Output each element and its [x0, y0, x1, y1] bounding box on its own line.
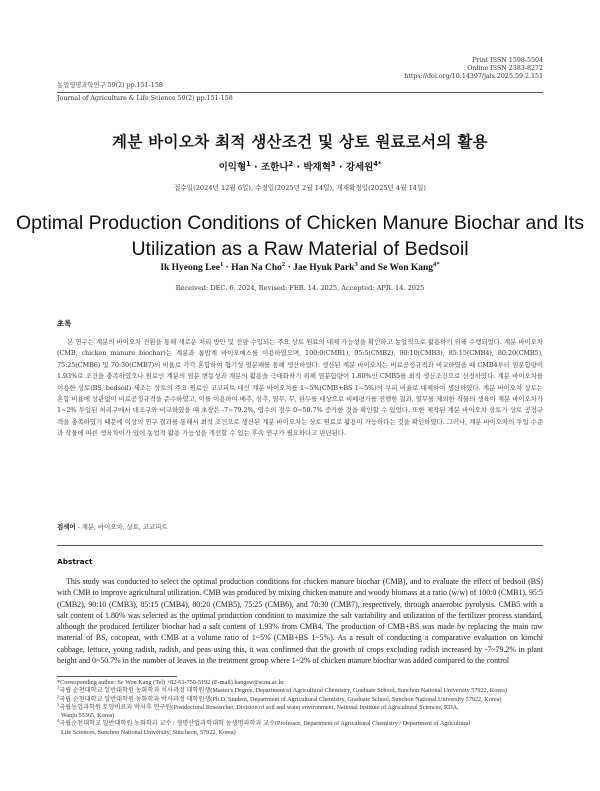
- footnote-4: $^4$국립순천대학교 일반대학원 농화학과 교수 / 생명산업과학대학 농생명과학과 교수(Professor, Department of Agricultural Chemistry / Department of Agricultural: [57, 718, 471, 728]
- keywords-label: 검색어: [57, 523, 76, 531]
- author-en-1: Ik Hyeong Lee: [160, 263, 220, 273]
- author-en-3: Jae Hyuk Park: [293, 263, 355, 273]
- author-ko-3: 박재혁: [303, 162, 331, 173]
- dates-ko: 접수일(2024년 12월 6일), 수정일(2025년 2월 14일), 게재확정일(2025년 4월 14일): [174, 184, 426, 192]
- abstract-ko: 본 연구는 계분의 바이오차 전환을 통해 새로운 처리 방안 및 전량 수입되는 주요 상토 원료의 대체 가능성을 확인하고 농업적으로 활용하기 위해 수행되었다. 계분 바이오차(CMB, chicken manure biochar)는 계분과 톱밥계 바이오매스를 이용하였으며, 100:0(CMB1), 95:5(CMB2), 90:10(CMB3), 85:15(CMB4), 80:20(CMB5), 75:25(CMB6) 및 70:30(CMB7)의 비율로 각각 혼합하여 혐기성 열분해를 통해 생산하였다. 생산된 계분 바이오차는 비료공정규격과 비교하였을 때 CMB4부터 염분함량이 1.93%로 조건을 충족하였으나 원료인 계분의 염분 변동성과 계분의 활용을 극대화하기 위해 염분함량이 1.80%인 CMB5를 최적 생산조건으로 선정하였다. 계분 바이오차를 이용한 상토(BS, bedsoil) 제조는 상토의 주요 원료인 코코피트 대신 계분 바이오차를 1~5%(CMB+BS 1~5%)의 부피 비율로 대체하여 생산하였다. 계분 바이오차 상토는 혼합 비율에 상관없이 비료공정규격을 준수하였고, 이를 이용하여 배추, 상추, 열무, 무, 완두를 대상으로 비배평가를 진행한 결과, 열무를 제외한 작물의 생육이 계분 바이오차가 1~2% 투입된 처리구에서 대조구와 비교하였을 때 초장은 -7~79.2%, 엽수의 경우 0~50.7% 증가한 것을 확인할 수 있었다. 또한 제작된 계분 바이오차 상토가 상토 공정규격을 충족하였기 때문에 이상의 연구 결과를 통해서 최적 조건으로 생산된 계분 바이오차는 상토 원료로 활용이 가능하다는 것을 확인하였다. 그러나, 계분 바이오차의 투입 수준과 작물에 따른 생육차이가 있어 농업적 활용 가능성을 개선할 수 있는 후속 연구가 필요하다고 판단된다.: [57, 338, 543, 438]
- keywords-list: - 계분, 바이오차, 상토, 코코피트: [77, 523, 168, 531]
- authors-ko: 이익형$^1$ · 조한나$^2$ · 박재혁$^3$ · 강세원$^{4*}$: [218, 159, 382, 173]
- footnote-1: $^1$국립 순천대학교 일반대학원 농화학과 석사과정 대학원생(Master's Degree, Department of Agricultural Chemistry, Graduate School, Sunchon National University 57922, Korea): [57, 685, 507, 695]
- abstract-en: This study was conducted to select the optimal production conditions for chicken manure biochar (CMB), and to evaluate the effect of bedsoil (BS) with CMB to improve agricultural utilization. CMB was produced by mixing chicken manure and woody biomass at a ratio (w/w) of 100:0 (CMB1), 95:5 (CMB2), 90:10 (CMB3), 85:15 (CMB4), 80:20 (CMB5), 75:25 (CMB6), and 70:30 (CMB7), respectively, through anaerobic pyrolysis. CMB5 with a salt content of 1.80% was selected as the optimal production condition to maximize the salt variability and utilization of the fertilizer process standard, although the produced fertilizer biochar had a salt content of 1.93% from CMB4. The production of CMB+BS was made by replacing the main raw material of BS, cocopeat, with CMB at a volume ratio of 1~5% (CMB+BS 1~5%). As a result of conducting a comparative evaluation on kimchi cabbage, lettuce, young radish, radish, and peas using this, it was confirmed that the growth of crops excluding radish increased by -7~79.2% in plant height and 0~50.7% in the number of leaves in the treatment group where 1~2% of chicken manure biochar was added compared to the control: [57, 577, 543, 666]
- footnote-2: $^2$국립 순천대학교 일반대학원 농화학과 박사과정 대학원생(Ph.D. Student, Department of Agricultural Chemistry, Graduate School, Sunchon National University 57922, Korea): [57, 693, 502, 703]
- abstract-ko-heading: 초록: [57, 319, 72, 328]
- journal-en: Journal of Agriculture & Life Science 59(2) pp.151-158: [57, 95, 233, 102]
- journal-ko: 농업생명과학연구 59(2) pp.151-158: [57, 82, 163, 89]
- footnote-corresponding: *Corresponding author: Se Won Kang (Tel) +82-61-750-5192 (E-mail) kangsw@scnu.ac.kr: [57, 679, 285, 686]
- footnote-3: $^3$국립농업과학원 토양비료과 박사후 연구원(Postdoctoral Researcher, Division of soil and water environment, National Institute of Agricultural Sciences, RDA,: [57, 701, 459, 711]
- author-en-4: Se Won Kang: [377, 263, 434, 273]
- title-en: Optimal Production Conditions of Chicken Manure Biochar and Its Utilization as a Raw Material of Bedsoil: [16, 212, 584, 260]
- doi-link[interactable]: https://doi.org/10.14397/jals.2025.59.2.151: [404, 73, 543, 81]
- author-ko-1: 이익형: [218, 162, 247, 173]
- print-issn: Print ISSN 1598-5504: [472, 57, 543, 64]
- author-en-2: Han Na Cho: [231, 263, 282, 273]
- section-rule: [57, 545, 543, 546]
- footnote-rule: [57, 676, 177, 677]
- author-ko-2: 조한나: [260, 162, 289, 173]
- abstract-en-heading: Abstract: [57, 557, 93, 566]
- dates-en: Received: DEC. 6. 2024, Revised: FEB. 14. 2025, Accepted: APR. 14. 2025: [175, 284, 425, 292]
- header-rule: [57, 92, 543, 93]
- keywords: [57, 522, 543, 533]
- author-ko-4: 강세원: [345, 162, 374, 173]
- title-ko: 계분 바이오차 최적 생산조건 및 상토 원료로서의 활용: [112, 133, 488, 151]
- footnotes: *Corresponding author: Se Won Kang (Tel) +82-61-750-5192 (E-mail) kangsw@scnu.ac.kr $^1$국립 순천대학교 일반대학원 농화학과 석사과정 대학원생(Master's Degree, Department of Agricultural Chemistry, Graduate School, Sunchon National University 57922, Korea) $^2$국립 순천대학교 일반대학원 농화학과 박사과정 대학원생(Ph.D. Student, Department of Agricultural Chemistry, Graduate School, Sunchon National University 57922, Korea) $^3$국립농업과학원 토양비료과 박사후 연구원(Postdoctoral Researcher, Division of soil and water environment, National Institute of Agricultural Sciences, RDA, Wanju 55365, Korea) $^4$국립순천대학교 일반대학원 농화학과 교수 / 생명산업과학대학 농생명과학과 교수(Professor, Department of Agricultural Chemistry / Department of Agricultural Life Sciences, Sunchon National University, Suncheon, 57922, Korea): [57, 679, 543, 737]
- authors-en: Ik Hyeong Lee$^1$ · Han Na Cho$^2$ · Jae Hyuk Park$^3$ and Se Won Kang$^{4*}$: [160, 260, 440, 273]
- online-issn: Online ISSN 2383-8272: [467, 65, 543, 73]
